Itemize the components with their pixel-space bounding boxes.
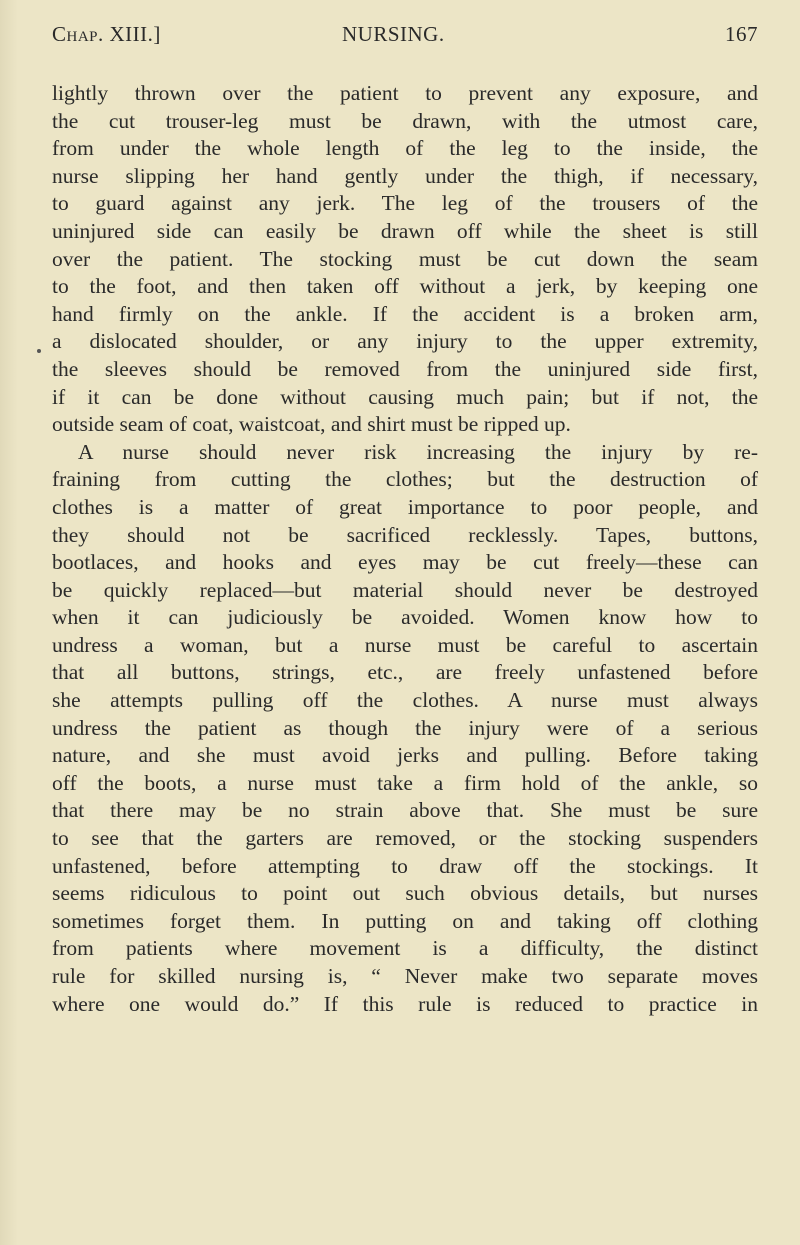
text-line: a dislocated shoulder, or any injury to the upper extremity,	[52, 329, 758, 354]
text-line: off the boots, a nurse must take a firm hold of the ankle, so	[52, 770, 758, 795]
text-line: rule for skilled nursing is, “ Never make two separate moves	[52, 964, 758, 988]
text-line: nature, and she must avoid jerks and pulling. Before taking	[52, 743, 758, 768]
text-line: if it can be done without causing much pain; but if not, the	[52, 384, 758, 409]
text-line: be quickly replaced—but material should never be destroyed	[52, 577, 758, 602]
text-line: bootlaces, and hooks and eyes may be cut freely—these can	[52, 550, 758, 575]
text-line: uninjured side can easily be drawn off while the sheet is still	[52, 218, 758, 243]
text-line: undress a woman, but a nurse must be careful to ascertain	[52, 632, 758, 657]
margin-dot	[37, 349, 41, 353]
text-line: fraining from cutting the clothes; but the destruction of	[52, 467, 758, 492]
text-line: that there may be no strain above that. She must be sure	[52, 798, 758, 823]
text-line: from under the whole length of the leg to the inside, the	[52, 136, 758, 161]
text-line: unfastened, before attempting to draw off the stockings. It	[52, 853, 758, 878]
body-text	[52, 80, 758, 1018]
text-line: from patients where movement is a difficulty, the distinct	[52, 936, 758, 961]
running-title: NURSING.	[342, 22, 445, 46]
text-line: that all buttons, strings, etc., are freely unfastened before	[52, 660, 758, 685]
text-line: over the patient. The stocking must be cut down the seam	[52, 246, 758, 271]
text-line: nurse slipping her hand gently under the thigh, if necessary,	[52, 163, 758, 188]
text-line: to the foot, and then taken off without a jerk, by keeping one	[52, 274, 758, 299]
text-line: the sleeves should be removed from the uninjured side first,	[52, 356, 758, 381]
text-line: she attempts pulling off the clothes. A nurse must always	[52, 688, 758, 713]
text-line: clothes is a matter of great importance to poor people, and	[52, 494, 758, 519]
text-line: to see that the garters are removed, or the stocking suspenders	[52, 826, 758, 851]
text-line: seems ridiculous to point out such obvious details, but nurses	[52, 881, 758, 906]
text-line: lightly thrown over the patient to prevent any exposure, and	[52, 81, 758, 105]
text-line: where one would do.” If this rule is reduced to practice in	[52, 991, 758, 1016]
text-line: to guard against any jerk. The leg of the trousers of the	[52, 191, 758, 216]
text-line: sometimes forget them. In putting on and taking off clothing	[52, 908, 758, 933]
text-line: they should not be sacrificed recklessly. Tapes, buttons,	[52, 522, 758, 547]
text-line: outside seam of coat, waistcoat, and shirt must be ripped up.	[52, 412, 571, 437]
chapter-label: Chap. XIII.]	[52, 22, 161, 46]
text-line: undress the patient as though the injury were of a serious	[52, 715, 758, 740]
running-head	[52, 22, 758, 56]
text-line: hand firmly on the ankle. If the accident is a broken arm,	[52, 301, 758, 326]
text-line: the cut trouser-leg must be drawn, with the utmost care,	[52, 108, 758, 133]
text-line: when it can judiciously be avoided. Women know how to	[52, 605, 758, 630]
text-line: A nurse should never risk increasing the injury by re-	[78, 439, 758, 464]
page-number: 167	[725, 22, 758, 46]
